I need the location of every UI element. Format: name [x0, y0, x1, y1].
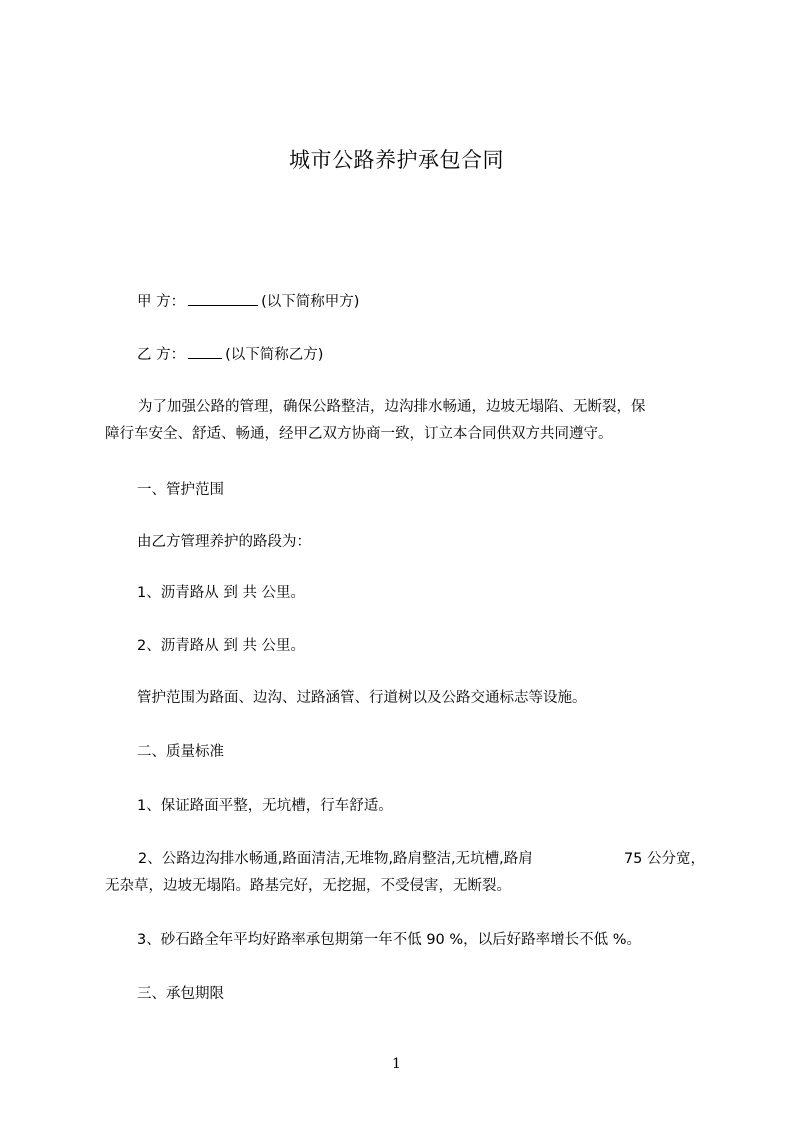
section-2-heading: 二、质量标准: [137, 744, 224, 760]
party-b-label: 乙 方：: [137, 347, 186, 363]
section-1-heading: 一、管护范围: [137, 482, 224, 498]
party-a-note: (以下简称甲方): [261, 294, 360, 310]
party-b-blank: [188, 344, 222, 359]
section-3-heading: 三、承包期限: [137, 986, 224, 1002]
party-a-line: [137, 291, 359, 312]
party-a-label: 甲 方：: [137, 294, 186, 310]
section-2-paragraph-3: 3、砂石路全年平均好路率承包期第一年不低 90 %，以后好路率增长不低 %。: [137, 932, 642, 948]
party-b-note: (以下简称乙方): [225, 347, 324, 363]
intro-line-1: 为了加强公路的管理，确保公路整洁，边沟排水畅通，边坡无塌陷、无断裂，保: [138, 399, 646, 415]
page-number: 1: [392, 1056, 401, 1072]
section-1-paragraph-1: 由乙方管理养护的路段为：: [137, 534, 311, 550]
section-2-paragraph-1: 1、保证路面平整，无坑槽，行车舒适。: [137, 798, 393, 814]
party-b-line: [137, 344, 323, 365]
section-1-paragraph-3: 2、沥青路从 到 共 公里。: [137, 638, 306, 654]
intro-line-2: 障行车安全、舒适、畅通，经甲乙双方协商一致，订立本合同供双方共同遵守。: [105, 426, 613, 442]
section-2-paragraph-2-line-2: 无杂草，边坡无塌陷。路基完好，无挖掘，不受侵害，无断裂。: [105, 878, 511, 894]
section-2-paragraph-2: [105, 846, 705, 900]
section-1-paragraph-2: 1、沥青路从 到 共 公里。: [137, 585, 306, 601]
section-2-paragraph-2-line-1: [105, 846, 705, 873]
section-2-paragraph-2-left: 2、公路边沟排水畅通,路面清洁,无堆物,路肩整洁,无坑槽,路肩: [138, 851, 533, 867]
party-a-blank: [188, 291, 258, 306]
section-2-paragraph-2-right: 75 公分宽，: [623, 851, 705, 867]
intro-paragraph: [105, 394, 705, 448]
document-title: 城市公路养护承包合同: [289, 148, 504, 172]
section-1-paragraph-4: 管护范围为路面、边沟、过路涵管、行道树以及公路交通标志等设施。: [137, 690, 587, 706]
